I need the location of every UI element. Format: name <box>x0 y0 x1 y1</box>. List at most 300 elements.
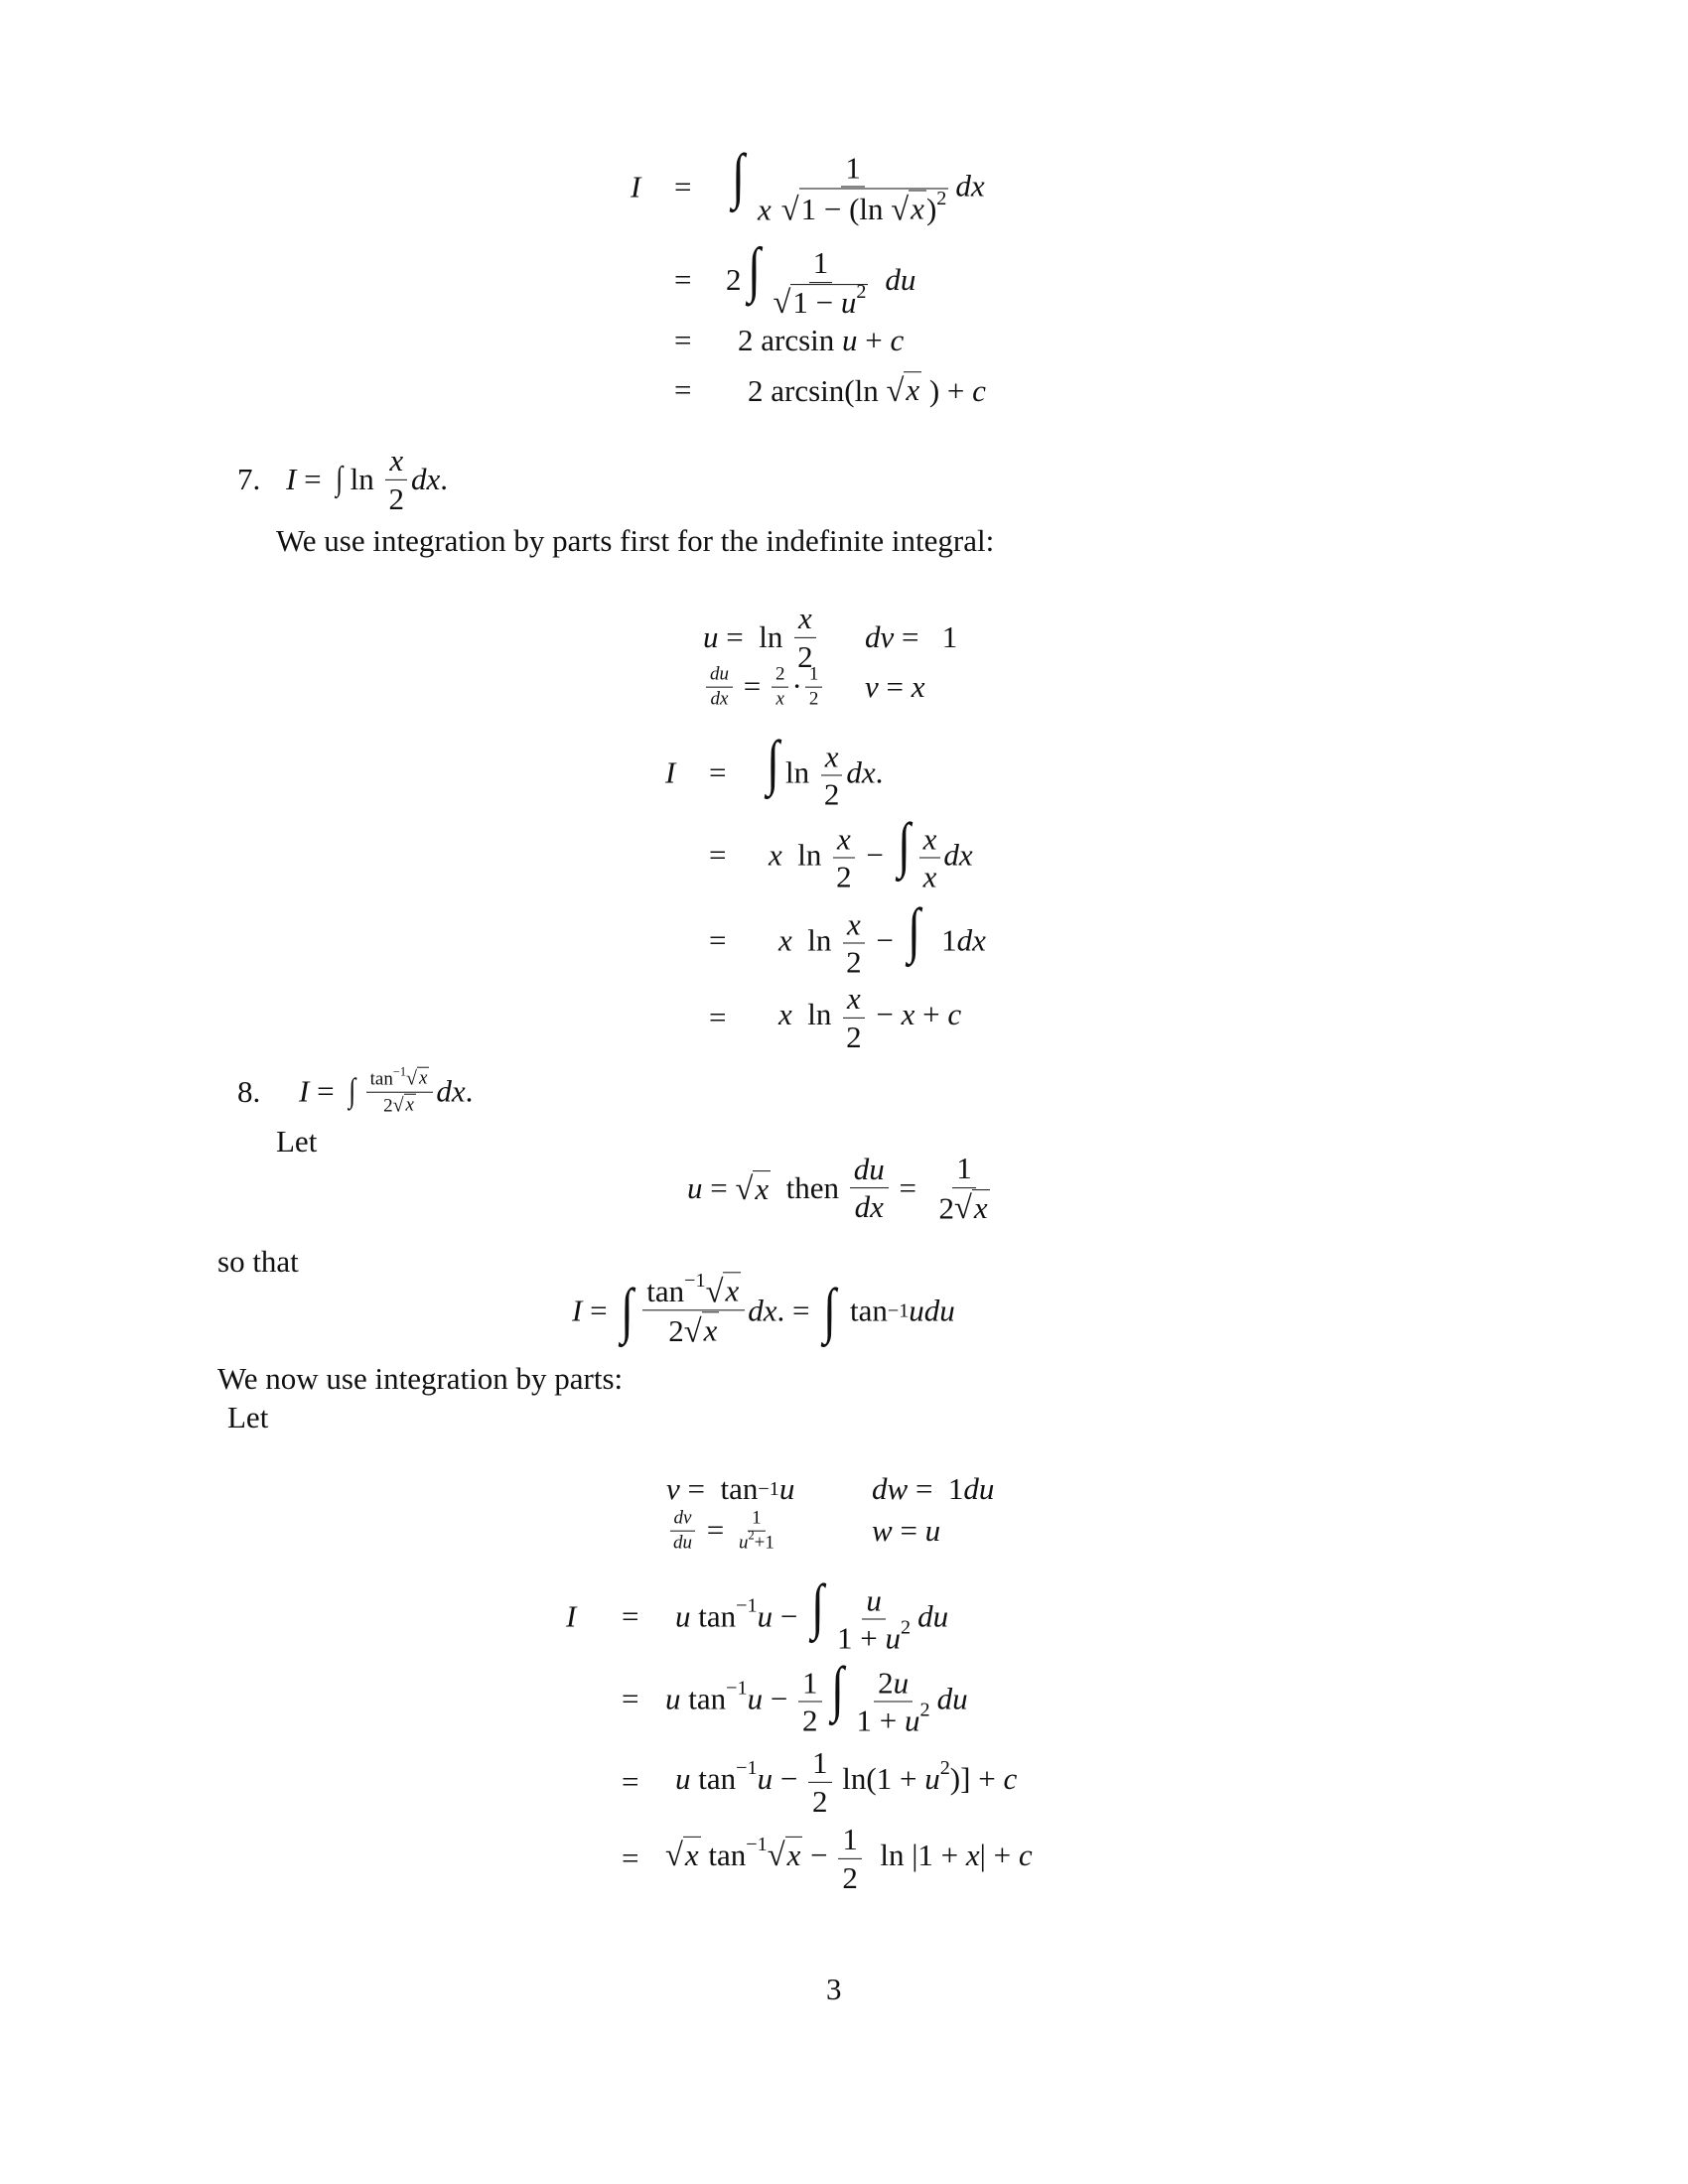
math-variable: u <box>840 284 857 320</box>
fraction <box>842 906 866 980</box>
parts-v <box>865 669 925 705</box>
math-variable: dv <box>673 1507 692 1529</box>
let-label: Let <box>227 1400 269 1434</box>
math-variable: u <box>924 1761 940 1797</box>
denominator <box>838 1859 862 1896</box>
square-root <box>393 1094 416 1117</box>
math-text: 1 <box>812 245 829 281</box>
radicand <box>723 1272 741 1307</box>
radical-sign-icon: √ <box>780 192 799 228</box>
math-text: = <box>892 1513 925 1548</box>
math-text: − <box>763 1681 796 1716</box>
math-variable: x <box>757 192 772 227</box>
equals-sign: = <box>674 168 692 204</box>
math-variable: x <box>906 372 920 408</box>
numerator <box>794 601 816 638</box>
denominator <box>832 859 856 895</box>
equation-line <box>665 896 986 980</box>
superscript <box>940 1757 950 1779</box>
substitution <box>687 1151 997 1226</box>
item8-statement <box>299 1064 474 1118</box>
radical-sign-icon: √ <box>735 1171 754 1208</box>
math-variable: dx <box>710 688 729 710</box>
math-variable: x <box>797 600 812 635</box>
item-number: 8. <box>237 1074 261 1109</box>
math-variable: u <box>687 1169 703 1205</box>
parts-w <box>872 1513 940 1549</box>
math-text: 2 <box>846 944 862 980</box>
parts-v <box>666 1471 794 1507</box>
math-text: 1 <box>845 150 861 186</box>
math-variable: du <box>673 1532 692 1554</box>
math-variable: x <box>973 1189 988 1225</box>
math-text: = <box>736 669 769 704</box>
math-text: 2 <box>936 188 947 210</box>
fraction <box>769 245 872 321</box>
math-variable: udu <box>909 1293 955 1327</box>
math-variable: I <box>631 168 641 204</box>
numerator <box>843 981 865 1019</box>
square-root <box>886 371 921 407</box>
math-variable: v <box>865 669 879 704</box>
math-text: 2 <box>823 776 840 812</box>
math-text: −1 <box>758 1478 779 1500</box>
equals-sign: = <box>709 754 727 789</box>
numerator <box>385 443 407 480</box>
eq-rhs <box>675 1745 1017 1819</box>
fraction <box>798 1665 822 1738</box>
equation-line <box>631 236 916 322</box>
denominator <box>669 1532 696 1555</box>
math-variable: x <box>965 1838 980 1873</box>
eq-rhs <box>769 811 973 894</box>
math-text: tan <box>369 1068 393 1090</box>
equals-sign: = <box>709 922 727 957</box>
eq-rhs <box>748 371 986 409</box>
math-text: · <box>791 669 802 704</box>
eq-rhs <box>665 1822 1033 1895</box>
math-variable: u <box>842 323 858 357</box>
denominator <box>842 944 866 981</box>
integral-sign-icon: ∫ <box>830 1655 844 1723</box>
math-variable: w <box>872 1513 893 1548</box>
let-label: Let <box>276 1124 318 1159</box>
math-variable: u <box>703 619 719 654</box>
eq-rhs <box>761 729 884 812</box>
equation-line <box>566 1572 949 1656</box>
math-text: −1 <box>746 1834 768 1855</box>
math-text: . <box>875 754 884 790</box>
integral-sign-icon: ∫ <box>732 142 745 210</box>
math-text: 1 <box>925 922 957 958</box>
radical-sign-icon: √ <box>886 372 905 409</box>
radical-sign-icon: √ <box>953 1190 972 1227</box>
math-variable: du <box>853 1151 885 1186</box>
math-text: 1 − <box>792 284 841 320</box>
numerator <box>919 821 941 859</box>
math-text: 2 <box>797 638 813 674</box>
math-variable: x <box>405 1094 414 1116</box>
math-text: 1 <box>808 663 819 685</box>
math-variable: dx <box>955 168 985 204</box>
math-text: −1 <box>726 1677 748 1700</box>
denominator <box>820 776 844 813</box>
math-variable: u <box>893 1665 910 1701</box>
radical-sign-icon: √ <box>891 192 910 228</box>
math-variable: x <box>837 821 851 857</box>
fraction <box>808 1745 832 1819</box>
math-text: = <box>309 1074 343 1109</box>
math-text: = <box>582 1293 616 1327</box>
square-root <box>684 1312 720 1348</box>
math-variable: u <box>675 1761 691 1797</box>
math-variable: c <box>890 323 905 357</box>
math-text: 2 <box>748 1528 755 1543</box>
radical-sign-icon: √ <box>767 1838 785 1874</box>
integral-sign-icon: ∫ <box>349 1073 356 1110</box>
math-variable: u <box>924 1513 941 1548</box>
math-text: 1 <box>812 1744 828 1780</box>
math-text: 2 arcsin(ln <box>748 372 887 408</box>
math-variable: x <box>901 997 915 1032</box>
superscript <box>684 1270 705 1292</box>
math-variable: du <box>917 1598 949 1634</box>
equals-sign: = <box>622 1681 639 1715</box>
superscript <box>736 1757 757 1779</box>
integral-sign-icon: ∫ <box>897 811 911 880</box>
radical-sign-icon: √ <box>705 1273 724 1309</box>
math-text: = tan <box>679 1471 759 1506</box>
math-text: −1 <box>736 1757 758 1779</box>
math-text: ln |1 + <box>864 1838 966 1873</box>
denominator <box>707 688 733 711</box>
math-variable: du <box>885 262 916 298</box>
denominator <box>805 688 823 711</box>
equals-sign: = <box>674 323 692 357</box>
integral-sign-icon: ∫ <box>621 1277 634 1344</box>
fraction <box>735 1508 778 1555</box>
math-text: = <box>699 1513 732 1548</box>
math-text: ) <box>925 192 937 227</box>
math-text: . = <box>776 1293 818 1327</box>
fraction <box>842 981 866 1054</box>
math-text: −1 <box>684 1269 706 1292</box>
radical-sign-icon: √ <box>773 285 791 322</box>
item7-statement <box>286 443 448 516</box>
math-text: −1 <box>736 1594 758 1617</box>
math-text: ln <box>784 754 817 790</box>
integral-sign-icon: ∫ <box>747 236 761 305</box>
math-text: = <box>891 1169 932 1205</box>
math-variable: dx <box>956 922 986 958</box>
math-variable: x <box>786 1837 801 1872</box>
math-variable: dx <box>748 1293 777 1327</box>
superscript <box>920 1700 930 1721</box>
numerator <box>821 739 843 776</box>
math-text: − <box>858 837 892 873</box>
math-text: ln <box>791 997 840 1032</box>
math-variable: u <box>757 1598 774 1634</box>
math-variable: x <box>911 191 924 226</box>
square-root <box>781 189 949 227</box>
radicand <box>972 1189 990 1225</box>
math-variable: x <box>847 980 861 1016</box>
parts-dw <box>872 1471 994 1507</box>
math-variable: x <box>775 688 784 710</box>
math-variable: u <box>665 1681 681 1716</box>
numerator <box>874 1665 913 1703</box>
math-text: | + <box>979 1838 1019 1873</box>
eq-lhs <box>665 754 709 790</box>
square-root <box>406 1067 429 1090</box>
math-text: )] + <box>949 1761 1004 1797</box>
numerator <box>862 1582 886 1620</box>
equals-sign: = <box>674 262 692 297</box>
eq-rhs <box>665 1655 968 1738</box>
numerator <box>809 245 833 283</box>
fraction <box>669 1508 696 1555</box>
math-text: 1 <box>956 1151 972 1186</box>
math-variable: x <box>684 1837 699 1872</box>
denominator <box>853 1699 934 1739</box>
math-text: 2 <box>388 480 405 516</box>
denominator <box>385 480 409 517</box>
fraction <box>919 821 941 894</box>
math-text: tan <box>700 1838 747 1873</box>
math-text: 2 <box>726 262 742 298</box>
math-variable: u <box>885 1620 902 1656</box>
math-text: 2 <box>668 1313 684 1349</box>
eq-lhs <box>631 169 674 205</box>
math-text: . <box>440 462 449 496</box>
equation-line <box>665 729 884 812</box>
square-root <box>706 1272 742 1307</box>
denominator <box>379 1093 420 1118</box>
math-text: ) + <box>921 372 973 408</box>
denominator <box>773 688 788 711</box>
integral-sign-icon: ∫ <box>336 461 344 497</box>
superscript <box>856 281 866 303</box>
math-text: 2 <box>836 859 852 894</box>
denominator <box>808 1783 832 1820</box>
math-text: 2 <box>808 688 819 710</box>
math-text: 1 − (ln <box>800 192 892 227</box>
item-number: 7. <box>237 462 261 496</box>
equation-line <box>631 323 904 358</box>
denominator <box>798 1703 822 1739</box>
radical-sign-icon: √ <box>683 1313 702 1350</box>
math-variable: dx <box>854 1189 884 1225</box>
integral-sign-icon: ∫ <box>823 1277 837 1344</box>
math-text: 1 <box>752 1507 762 1529</box>
superscript <box>726 1677 747 1699</box>
math-text: tan <box>680 1681 727 1716</box>
math-variable: u <box>905 1703 920 1738</box>
radicand <box>790 280 868 320</box>
denominator <box>664 1311 723 1349</box>
fraction <box>772 664 789 711</box>
numerator <box>838 1822 862 1859</box>
math-text: = 1 <box>908 1471 964 1506</box>
denominator <box>851 1188 888 1225</box>
radicand <box>702 1312 720 1348</box>
superscript <box>936 188 946 209</box>
math-variable: x <box>755 1170 770 1206</box>
square-root <box>735 1170 771 1206</box>
denominator <box>919 859 941 895</box>
eq-rhs <box>778 896 986 980</box>
math-variable: c <box>972 372 986 408</box>
eq-rhs <box>726 236 916 322</box>
math-text: −1 <box>392 1064 406 1079</box>
math-variable: dx <box>943 837 973 873</box>
math-text: 2 <box>802 1703 818 1738</box>
eq-rhs <box>778 981 961 1054</box>
math-text: tan <box>646 1273 685 1308</box>
math-variable: c <box>1003 1761 1018 1797</box>
equals-sign: = <box>709 837 727 872</box>
math-variable: x <box>922 821 937 857</box>
equation-line <box>631 142 985 228</box>
radical-sign-icon: √ <box>665 1838 683 1874</box>
radicand <box>799 189 949 227</box>
equation-line <box>665 981 961 1054</box>
fraction <box>706 664 733 711</box>
math-variable: dx <box>411 462 441 496</box>
fraction <box>366 1064 434 1118</box>
numerator <box>952 1151 976 1188</box>
math-text: ln(1 + <box>834 1761 925 1797</box>
fraction <box>820 739 844 812</box>
radicand <box>683 1837 701 1872</box>
math-text: 1 <box>842 1821 858 1856</box>
eq-rhs <box>726 142 985 228</box>
math-text: then <box>771 1169 847 1205</box>
math-text: −1 <box>887 1299 910 1321</box>
math-text: − <box>868 922 902 958</box>
math-variable: dx <box>846 754 876 790</box>
superscript <box>393 1064 406 1078</box>
math-variable: c <box>947 997 962 1032</box>
math-text: + <box>914 997 948 1032</box>
by-parts-text: We now use integration by parts: <box>217 1361 624 1396</box>
page-number: 3 <box>826 1972 842 2006</box>
math-variable: dx <box>436 1074 466 1109</box>
item7-intro: We use integration by parts first for the indefinite integral: <box>276 523 995 558</box>
numerator <box>843 906 865 944</box>
math-text: 1 + <box>837 1620 886 1656</box>
math-text: 2 <box>383 1095 393 1117</box>
math-text: = <box>296 462 330 496</box>
math-text: − <box>868 997 902 1032</box>
math-variable: x <box>725 1273 740 1308</box>
parts-du <box>703 664 825 711</box>
radical-sign-icon: √ <box>406 1067 417 1090</box>
equation-line <box>665 811 973 894</box>
math-variable: x <box>778 997 792 1032</box>
math-variable: x <box>389 442 404 478</box>
math-variable: x <box>847 906 861 942</box>
denominator <box>833 1616 914 1657</box>
numerator <box>366 1064 434 1093</box>
equals-sign: = <box>709 1000 727 1034</box>
square-root <box>665 1837 701 1872</box>
equation-line <box>566 1655 968 1738</box>
math-text: = ln <box>718 619 791 654</box>
math-variable: I <box>286 462 297 496</box>
equals-sign: = <box>622 1841 639 1875</box>
math-text: − <box>802 1838 836 1873</box>
fraction <box>642 1269 745 1350</box>
math-text: 2 <box>901 1616 912 1639</box>
numerator <box>841 150 865 188</box>
math-variable: x <box>703 1312 718 1348</box>
radicand <box>753 1170 771 1206</box>
math-text: ln <box>781 837 830 873</box>
math-text: 2 <box>812 1783 828 1819</box>
math-text: 1 + <box>856 1703 906 1738</box>
square-root <box>773 280 868 322</box>
fraction <box>385 443 409 516</box>
radicand <box>904 371 921 407</box>
fraction <box>850 1152 889 1225</box>
transformed-integral <box>572 1269 955 1350</box>
math-variable: x <box>922 859 937 894</box>
math-text: 2 arcsin <box>738 323 843 357</box>
math-text: 2 <box>842 1859 858 1895</box>
equation-line <box>566 1822 1033 1895</box>
denominator <box>842 1019 866 1055</box>
numerator <box>805 664 823 688</box>
numerator <box>850 1152 889 1189</box>
equation-line <box>631 371 986 409</box>
math-text: . <box>465 1074 474 1109</box>
equals-sign: = <box>622 1598 639 1633</box>
math-text: 2 <box>938 1190 954 1226</box>
math-variable: x <box>769 837 782 873</box>
math-variable: u <box>866 1582 882 1618</box>
denominator <box>934 1188 993 1226</box>
square-root <box>954 1189 990 1225</box>
numerator <box>642 1269 745 1310</box>
math-text: 2 <box>878 1665 894 1701</box>
math-text: + <box>857 323 891 357</box>
math-variable: x <box>778 922 792 958</box>
math-text: tan <box>842 1293 888 1327</box>
math-variable: dw <box>872 1471 909 1506</box>
denominator <box>754 188 952 228</box>
eq-lhs <box>566 1598 622 1634</box>
math-variable: u <box>675 1598 691 1634</box>
math-text: − <box>773 1761 806 1797</box>
superscript <box>901 1617 911 1639</box>
math-text: = 1 <box>894 619 958 654</box>
radicand <box>404 1094 416 1117</box>
fraction <box>754 150 952 227</box>
denominator <box>735 1528 778 1555</box>
radical-sign-icon: √ <box>392 1094 404 1117</box>
math-text: 2 <box>856 280 867 303</box>
math-text: 2 <box>774 663 785 685</box>
so-that-label: so that <box>217 1244 299 1279</box>
math-text: +1 <box>754 1532 774 1554</box>
superscript <box>736 1594 757 1616</box>
math-variable: u <box>747 1681 764 1716</box>
math-variable: I <box>566 1598 577 1633</box>
equals-sign: = <box>674 371 692 407</box>
math-variable: x <box>824 739 839 774</box>
numerator <box>808 1745 832 1783</box>
